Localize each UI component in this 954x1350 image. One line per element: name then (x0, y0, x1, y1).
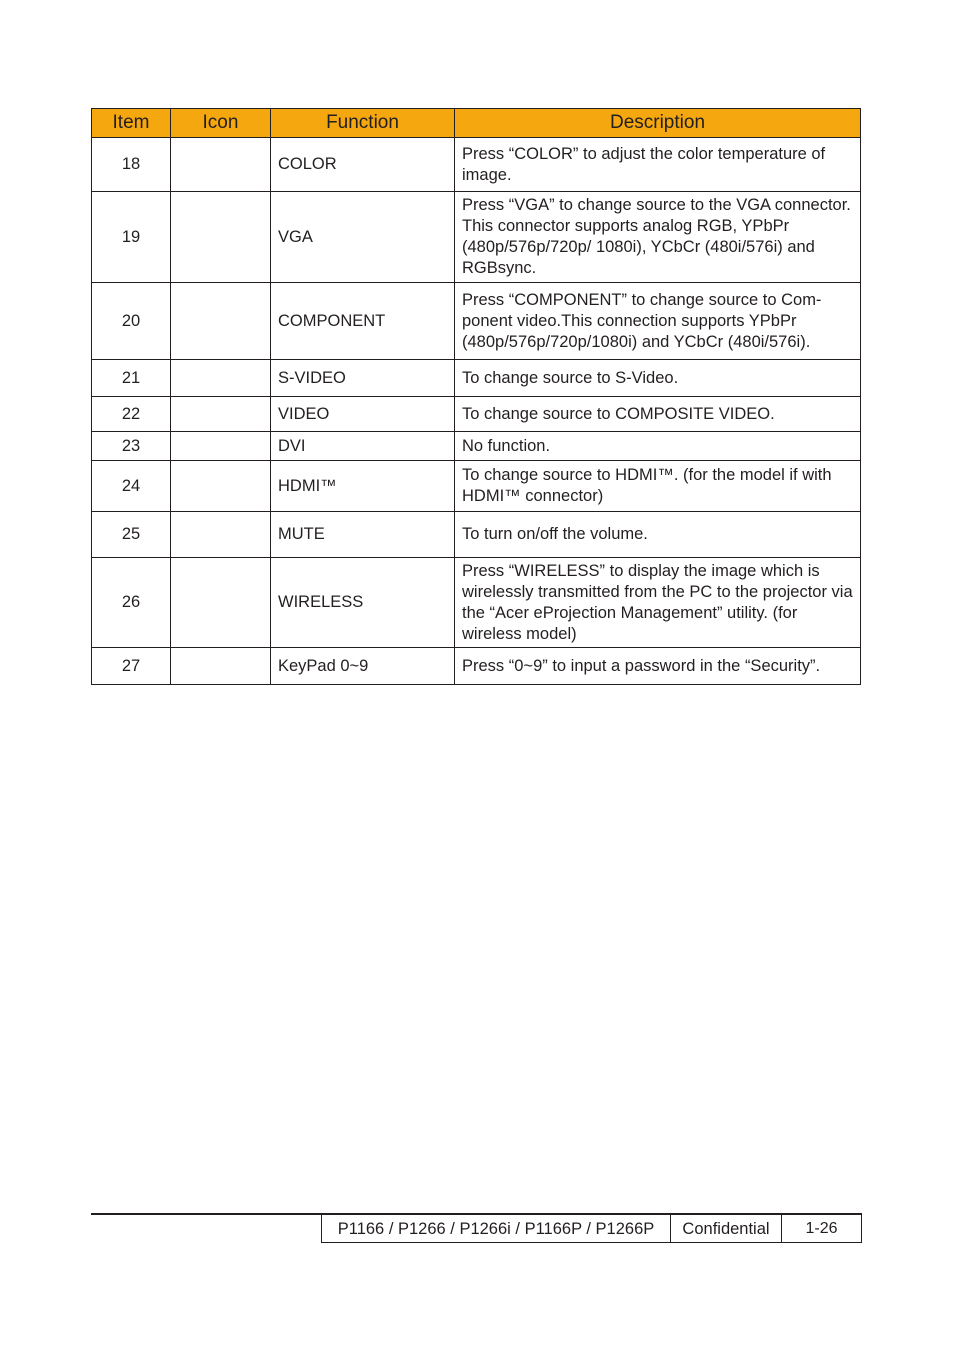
function-name: DVI (271, 432, 455, 461)
item-number: 27 (92, 648, 171, 685)
item-number: 18 (92, 138, 171, 192)
function-description: No function. (455, 432, 861, 461)
item-number: 19 (92, 192, 171, 283)
table-row (92, 648, 861, 685)
function-name: COLOR (271, 138, 455, 192)
header-description: Description (455, 109, 861, 138)
item-number: 22 (92, 397, 171, 432)
item-number: 26 (92, 558, 171, 648)
function-name: WIRELESS (271, 558, 455, 648)
icon-cell (171, 461, 271, 512)
table-row (92, 558, 861, 648)
table-header-row (92, 109, 861, 138)
item-number: 21 (92, 360, 171, 397)
item-number: 24 (92, 461, 171, 512)
table-row (92, 192, 861, 283)
table-row (92, 397, 861, 432)
function-name: HDMI™ (271, 461, 455, 512)
function-description: Press “WIRELESS” to display the image which is wirelessly transmitted from the PC to the projector via the “Acer eProjection Management” utility. (for wireless model) (455, 558, 861, 648)
icon-cell (171, 648, 271, 685)
icon-cell (171, 558, 271, 648)
icon-cell (171, 360, 271, 397)
footer-page-number: 1-26 (781, 1215, 862, 1243)
table-row (92, 512, 861, 558)
header-icon: Icon (171, 109, 271, 138)
function-description: To change source to HDMI™. (for the model if with HDMI™ connector) (455, 461, 861, 512)
table-row (92, 283, 861, 360)
item-number: 20 (92, 283, 171, 360)
function-description: To turn on/off the volume. (455, 512, 861, 558)
function-description: Press “0~9” to input a password in the “Security”. (455, 648, 861, 685)
icon-cell (171, 432, 271, 461)
function-description: To change source to S-Video. (455, 360, 861, 397)
icon-cell (171, 283, 271, 360)
table-row (92, 138, 861, 192)
remote-function-table (91, 108, 861, 685)
footer-model-list: P1166 / P1266 / P1266i / P1166P / P1266P (321, 1215, 671, 1243)
function-name: S-VIDEO (271, 360, 455, 397)
function-description: Press “COMPONENT” to change source to Com-ponent video.This connection supports YPbPr (480p/576p/720p/1080i) and YCbCr (480i/576i). (455, 283, 861, 360)
header-function: Function (271, 109, 455, 138)
function-name: VIDEO (271, 397, 455, 432)
table-row (92, 360, 861, 397)
table-row (92, 461, 861, 512)
item-number: 23 (92, 432, 171, 461)
icon-cell (171, 397, 271, 432)
function-description: Press “COLOR” to adjust the color temperature of image. (455, 138, 861, 192)
function-description: To change source to COMPOSITE VIDEO. (455, 397, 861, 432)
footer-confidential: Confidential (670, 1215, 782, 1243)
table-row (92, 432, 861, 461)
header-item: Item (92, 109, 171, 138)
function-name: COMPONENT (271, 283, 455, 360)
function-description: Press “VGA” to change source to the VGA connector. This connector supports analog RGB, YPbPr (480p/576p/720p/ 1080i), YCbCr (480i/576i) and RGBsync. (455, 192, 861, 283)
function-name: KeyPad 0~9 (271, 648, 455, 685)
icon-cell (171, 138, 271, 192)
icon-cell (171, 192, 271, 283)
icon-cell (171, 512, 271, 558)
function-name: MUTE (271, 512, 455, 558)
item-number: 25 (92, 512, 171, 558)
function-name: VGA (271, 192, 455, 283)
